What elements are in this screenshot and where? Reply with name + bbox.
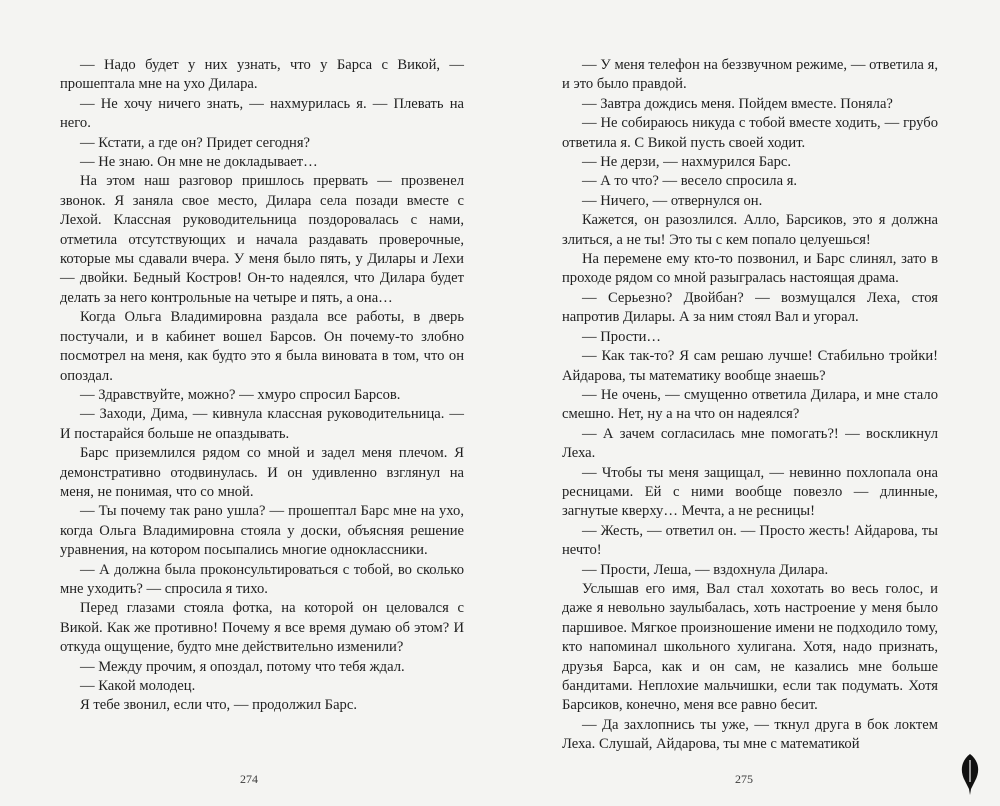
left-paragraph-11: — А должна была проконсультироваться с тобой, во сколько мне уходить? — спросила я тихо. [60,561,464,597]
right-page-number: 275 [735,772,753,786]
right-paragraph-8: На перемене ему кто-то позвонил, и Барс слинял, зато в проходе рядом со мной разыгралась настоящая драма. [562,251,938,287]
left-page [60,56,464,716]
right-paragraph-17: Услышав его имя, Вал стал хохотать во весь голос, и даже я невольно заулыбалась, хоть настроение у меня было паршивое. Мягкое произношение имени не подходило тому, кто напоминал школьного хулигана. Хотя, надо признать, друзья Барса, как и он сам, не казались мне больше бандитами. Неплохие мальчишки, если так подумать. Хотя Барсиков, конечно, меня все равно бесит. [562,580,938,714]
right-paragraph-12: — Не очень, — смущенно ответила Дилара, и мне стало смешно. Нет, ну а на что он надеялся? [562,386,938,423]
left-paragraph-1: — Надо будет у них узнать, что у Барса с Викой, — прошептала мне на ухо Дилара. [60,57,464,93]
right-paragraph-9: — Серьезно? Двойбан? — возмущался Леха, стоя напротив Дилары. А за ним стоял Вал и угорал. [562,289,938,326]
left-page-number: 274 [240,772,258,786]
left-paragraph-13: — Между прочим, я опоздал, потому что тебя ждал. [80,658,405,675]
left-paragraph-6: Когда Ольга Владимировна раздала все работы, в дверь постучали, и в кабинет вошел Барсов. Он почему-то злобно посмотрел на меня, как будто это я была виновата в том, что он опоздал. [60,309,464,384]
left-paragraph-8: — Заходи, Дима, — кивнула классная руководительница. — И постарайся больше не опаздывать. [60,406,464,442]
left-paragraph-15: Я тебе звонил, если что, — продолжил Барс. [80,697,357,714]
right-paragraph-10: — Прости… [582,328,661,345]
left-paragraph-7: — Здравствуйте, можно? — хмуро спросил Барсов. [80,386,401,403]
left-paragraph-14: — Какой молодец. [80,678,196,694]
left-paragraph-3: — Кстати, а где он? Придет сегодня? [80,134,311,151]
right-paragraph-5: — А то что? — весело спросила я. [582,173,798,190]
right-paragraph-14: — Чтобы ты меня защищал, — невинно похлопала она ресницами. Ей с ними вообще повезло — длинные, загнутые кверху… Мечта, а не ресницы! [562,464,938,520]
left-paragraph-10: — Ты почему так рано ушла? — прошептал Барс мне на ухо, когда Ольга Владимировна стояла у доски, объясняя решение уравнения, на котором посыпались многие одноклассники. [60,503,464,559]
right-paragraph-2: — Завтра дождись меня. Пойдем вместе. Поняла? [582,95,893,112]
right-paragraph-6: — Ничего, — отвернулся он. [582,192,763,209]
left-paragraph-4: — Не знаю. Он мне не докладывает… [80,154,318,171]
left-paragraph-2: — Не хочу ничего знать, — нахмурилась я. — Плевать на него. [60,95,464,132]
right-paragraph-16: — Прости, Леша, — вздохнула Дилара. [582,561,829,578]
right-page [562,56,938,755]
quill-pen-icon [957,752,983,796]
right-paragraph-7: Кажется, он разозлился. Алло, Барсиков, это я должна злиться, а не ты! Это ты с кем попало целуешься! [562,212,938,248]
left-paragraph-12: Перед глазами стояла фотка, на которой он целовался с Викой. Как же противно! Почему я все время думаю об этом? И откуда ощущение, будто мне действительно изменили? [60,600,464,656]
right-paragraph-4: — Не дерзи, — нахмурился Барс. [582,154,792,171]
left-paragraph-9: Барс приземлился рядом со мной и задел меня плечом. Я демонстративно отодвинулась. И он удивленно взглянул на меня, не понимая, что со мной. [60,445,464,500]
left-paragraph-5: На этом наш разговор пришлось прервать — прозвенел звонок. Я заняла свое место, Дилара села позади вместе с Лехой. Классная руководительница поздоровалась с нами, отметила отсутствующих и начала раздавать проверочные, которые мы сдавали вчера. У меня было пять, у Дилары и Лехи — двойки. Бедный Костров! Он-то надеялся, что Дилара будет делать за него контрольные на четыре и пять, а она… [60,173,464,306]
right-paragraph-11: — Как так-то? Я сам решаю лучше! Стабильно тройки! Айдарова, ты математику вообще знаешь? [562,348,938,384]
right-paragraph-15: — Жесть, — ответил он. — Просто жесть! Айдарова, ты нечто! [562,522,938,559]
right-paragraph-13: — А зачем согласилась мне помогать?! — воскликнул Леха. [562,425,938,462]
right-paragraph-1: — У меня телефон на беззвучном режиме, — ответила я, и это было правдой. [562,57,938,93]
right-paragraph-3: — Не собираюсь никуда с тобой вместе ходить, — грубо ответила я. С Викой пусть своей ходит. [562,115,938,151]
right-paragraph-18: — Да захлопнись ты уже, — ткнул друга в бок локтем Леха. Слушай, Айдарова, ты мне с математикой [562,716,938,753]
